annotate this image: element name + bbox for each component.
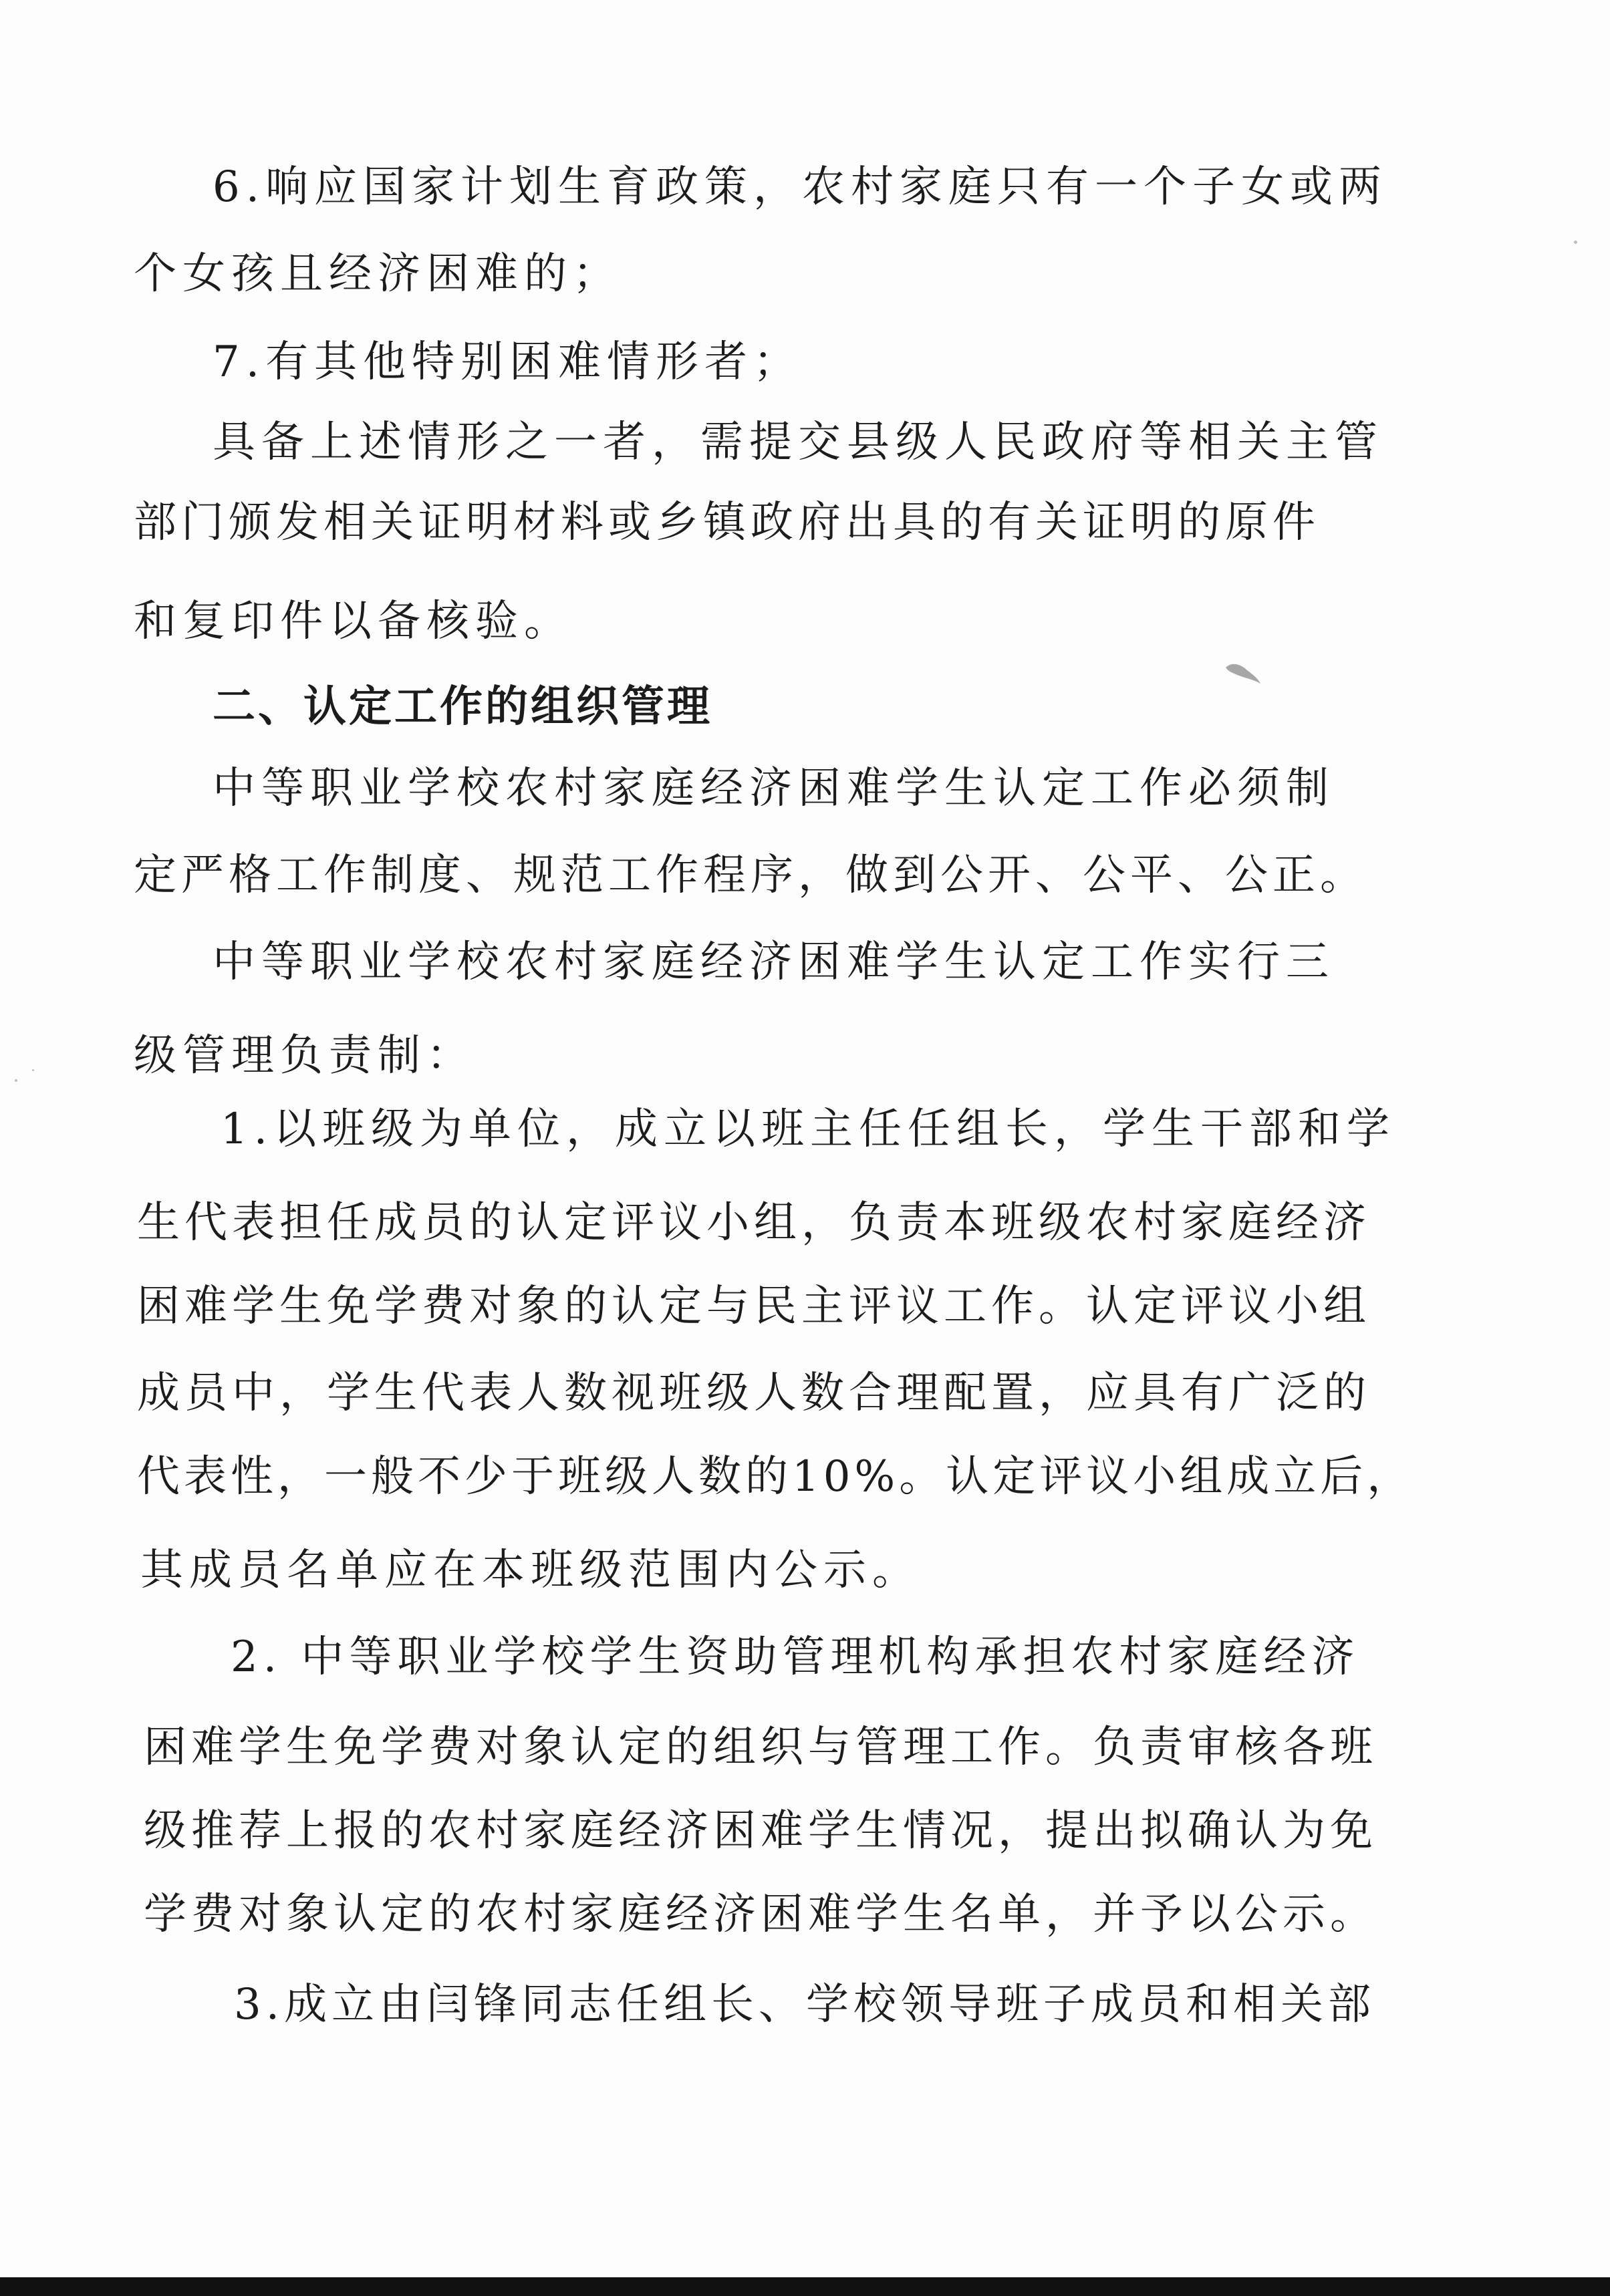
paragraph-line: 其成员名单应在本班级范围内公示。 bbox=[140, 1546, 921, 1595]
paragraph-line: 学费对象认定的农村家庭经济困难学生名单，并予以公示。 bbox=[144, 1890, 1377, 1939]
paragraph-line: 3.成立由闫锋同志任组长、学校领导班子成员和相关部 bbox=[234, 1980, 1376, 2029]
paragraph-line: 成员中，学生代表人数视班级人数合理配置，应具有广泛的 bbox=[137, 1369, 1371, 1418]
paragraph-line: 个女孩且经济困难的； bbox=[134, 249, 622, 299]
scan-bottom-edge bbox=[0, 2277, 1610, 2296]
paragraph-line: 代表性，一般不少于班级人数的10%。认定评议小组成立后， bbox=[137, 1452, 1414, 1501]
scan-speck bbox=[32, 1069, 34, 1071]
paragraph-line: 2. 中等职业学校学生资助管理机构承担农村家庭经济 bbox=[231, 1632, 1360, 1682]
scan-smudge-mark bbox=[1223, 658, 1263, 685]
paragraph-line: 中等职业学校农村家庭经济困难学生认定工作必须制 bbox=[213, 764, 1335, 813]
paragraph-line: 生代表担任成员的认定评议小组，负责本班级农村家庭经济 bbox=[137, 1198, 1371, 1248]
scan-speck bbox=[1574, 241, 1577, 244]
paragraph-line: 级管理负责制： bbox=[134, 1031, 475, 1081]
paragraph-line: 困难学生免学费对象的认定与民主评议工作。认定评议小组 bbox=[137, 1282, 1371, 1331]
paragraph-line: 6.响应国家计划生育政策，农村家庭只有一个子女或两 bbox=[213, 162, 1388, 212]
paragraph-line: 7.有其他特别困难情形者； bbox=[213, 337, 803, 387]
scan-speck bbox=[15, 1079, 17, 1082]
section-heading: 二、认定工作的组织管理 bbox=[213, 682, 712, 732]
paragraph-line: 和复印件以备核验。 bbox=[134, 597, 573, 646]
paragraph-line: 定严格工作制度、规范工作程序，做到公开、公平、公正。 bbox=[134, 851, 1367, 900]
paragraph-line: 困难学生免学费对象认定的组织与管理工作。负责审核各班 bbox=[144, 1723, 1377, 1772]
paragraph-line: 部门颁发相关证明材料或乡镇政府出具的有关证明的原件 bbox=[134, 498, 1320, 547]
paragraph-line: 具备上述情形之一者，需提交县级人民政府等相关主管 bbox=[213, 418, 1383, 467]
paragraph-line: 1.以班级为单位，成立以班主任任组长，学生干部和学 bbox=[221, 1105, 1396, 1154]
paragraph-line: 级推荐上报的农村家庭经济困难学生情况，提出拟确认为免 bbox=[144, 1806, 1377, 1856]
paragraph-line: 中等职业学校农村家庭经济困难学生认定工作实行三 bbox=[213, 938, 1335, 987]
